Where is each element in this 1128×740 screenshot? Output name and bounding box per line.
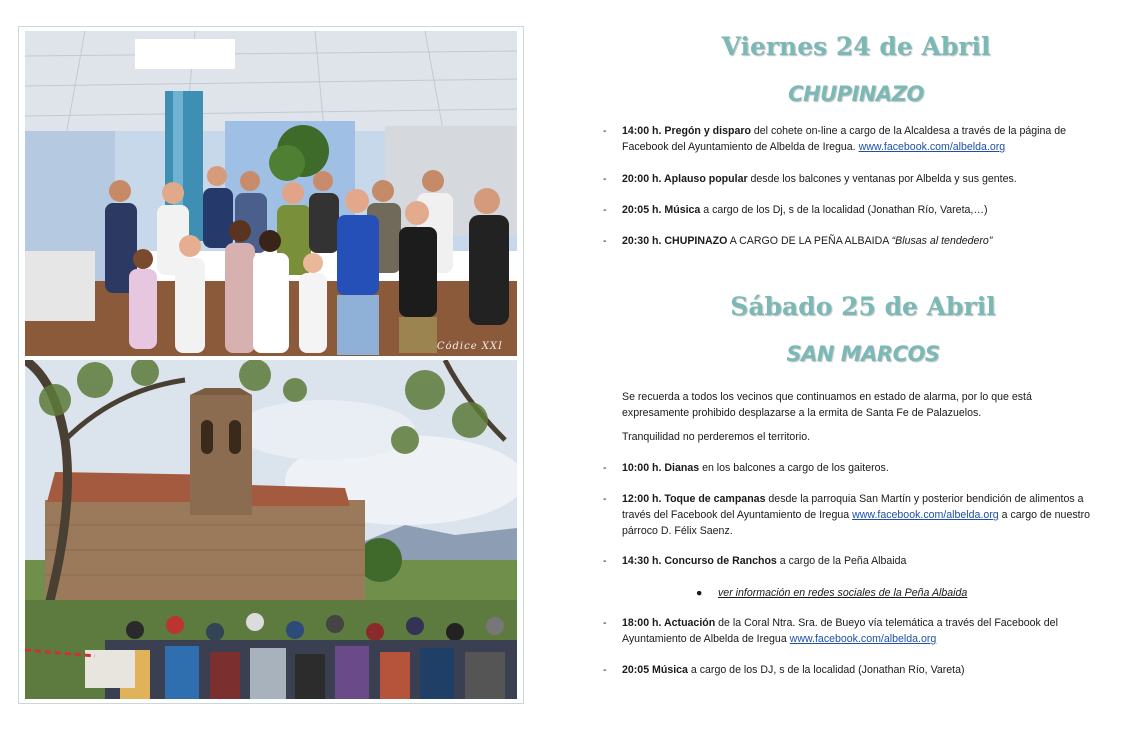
- photo-frame: [18, 26, 524, 704]
- event-italic-text: “Blusas al tendedero”: [891, 235, 993, 247]
- saturday-event-2: - 12:00 h. Toque de campanas desde la parroquia San Martín y posterior bendición de alimentos a través del Facebook del Ayuntamiento de Iregua www.facebook.com/albelda.org a cargo de nuestro párroco D. Félix Saenz.: [603, 493, 1091, 537]
- bullet-dot-icon: ●: [696, 587, 703, 599]
- event-text: de la Coral Ntra. Sra. de Bueyo vía telemática a través del Facebook del Ayuntamiento de Albelda de Iregua: [622, 617, 1058, 645]
- saturday-subtitle: SAN MARCOS: [786, 342, 940, 366]
- alarm-notice: Se recuerda a todos los vecinos que continuamos en estado de alarma, por lo que está expresamente prohibido desplazarse a la ermita de Santa Fe de Palazuelos.: [622, 391, 1032, 419]
- event-text: en los balcones a cargo de los gaiteros.: [699, 462, 889, 474]
- event-time: 14:30 h. Concurso de Ranchos: [622, 555, 777, 567]
- photo-watermark: Códice XXI: [436, 341, 503, 352]
- hermitage-photo: [25, 360, 517, 699]
- friday-subtitle: CHUPINAZO: [788, 82, 924, 106]
- event-text: a cargo de los Dj, s de la localidad (Jonathan Río, Vareta,…): [700, 204, 988, 216]
- saturday-event-5: - 20:05 Música a cargo de los DJ, s de la localidad (Jonathan Río, Vareta): [603, 664, 965, 676]
- event-time: 20:30 h. CHUPINAZO: [622, 235, 728, 247]
- event-text: a cargo de nuestro párroco D. Félix Saenz.: [622, 509, 1091, 537]
- event-time: 12:00 h. Toque de campanas: [622, 493, 766, 505]
- event-text: desde los balcones y ventanas por Albelda y sus gentes.: [747, 173, 1017, 185]
- friday-event-2: - 20:00 h. Aplauso popular desde los balcones y ventanas por Albelda y sus gentes.: [603, 173, 1017, 185]
- saturday-event-4: - 18:00 h. Actuación de la Coral Ntra. Sra. de Bueyo vía telemática a través del Facebook del Ayuntamiento de Albelda de Iregua www.facebook.com/albelda.org: [603, 617, 1058, 645]
- event-time: 14:00 h. Pregón y disparo: [622, 125, 751, 137]
- group-photo-image: [25, 31, 517, 356]
- facebook-link[interactable]: www.facebook.com/albelda.org: [789, 633, 937, 645]
- hermitage-photo-image: [25, 360, 517, 699]
- event-time: 20:00 h. Aplauso popular: [622, 173, 748, 185]
- group-photo: [25, 31, 517, 356]
- event-text: desde la parroquia San Martín y posterior bendición de alimentos a través del Facebook del Ayuntamiento de Iregua: [622, 493, 1084, 521]
- bullet-text: ver información en redes sociales de la Peña Albaida: [718, 587, 968, 599]
- event-time: 20:05 h. Música: [622, 204, 701, 216]
- event-text: a cargo de los DJ, s de la localidad (Jonathan Río, Vareta): [687, 664, 965, 676]
- event-text: A CARGO DE LA PEÑA ALBAIDA: [727, 235, 892, 247]
- tranquility-note: Tranquilidad no perderemos el territorio.: [622, 431, 811, 443]
- facebook-link[interactable]: www.facebook.com/albelda.org: [858, 141, 1006, 153]
- event-time: 20:05 Música: [622, 664, 688, 676]
- event-text: a cargo de la Peña Albaida: [776, 555, 907, 567]
- friday-title: Viernes 24 de Abril: [721, 32, 991, 61]
- pena-albaida-info-bullet[interactable]: [696, 585, 968, 601]
- friday-event-4: - 20:30 h. CHUPINAZO A CARGO DE LA PEÑA ALBAIDA “Blusas al tendedero”: [603, 235, 993, 247]
- facebook-link[interactable]: www.facebook.com/albelda.org: [852, 509, 999, 521]
- saturday-event-1: - 10:00 h. Dianas en los balcones a cargo de los gaiteros.: [603, 462, 889, 474]
- event-text: del cohete on-line a cargo de la Alcaldesa a través de la página de Facebook del Ayuntamiento de Albelda de Iregua.: [622, 125, 1067, 153]
- saturday-event-3: - 14:30 h. Concurso de Ranchos a cargo de la Peña Albaida: [603, 555, 907, 567]
- event-time: 10:00 h. Dianas: [622, 462, 700, 474]
- saturday-title: Sábado 25 de Abril: [730, 292, 996, 321]
- friday-event-1: - 14:00 h. Pregón y disparo del cohete on-line a cargo de la Alcaldesa a través de la página de Facebook del Ayuntamiento de Albelda de Iregua. www.facebook.com/albelda.org: [603, 125, 1067, 153]
- event-time: 18:00 h. Actuación: [622, 617, 716, 629]
- friday-event-3: - 20:05 h. Música a cargo de los Dj, s de la localidad (Jonathan Río, Vareta,…): [603, 204, 988, 216]
